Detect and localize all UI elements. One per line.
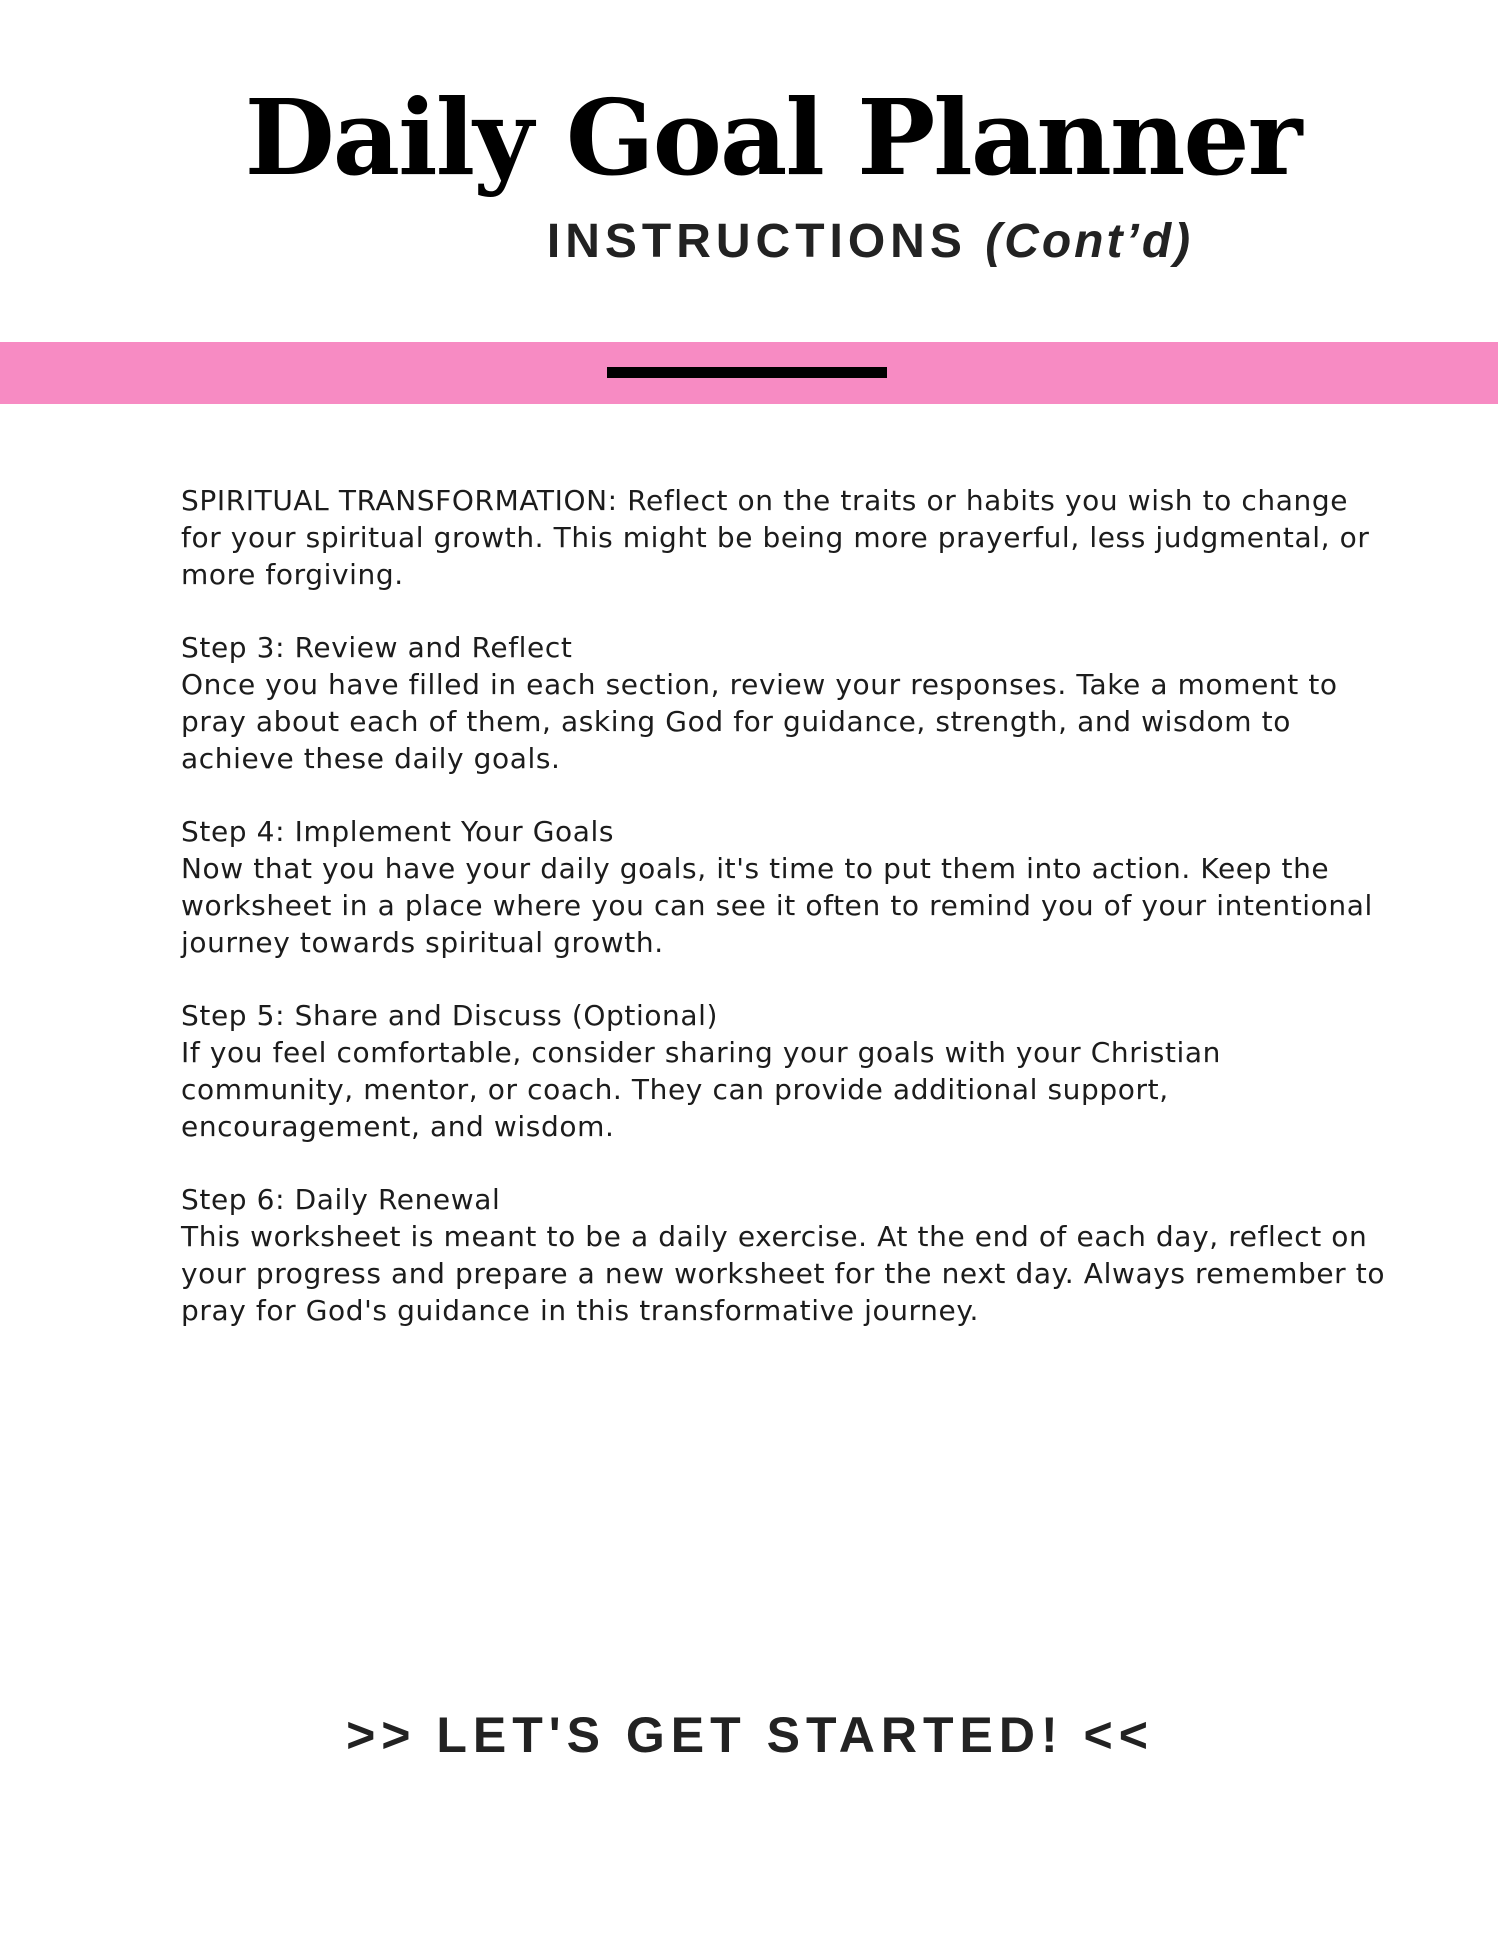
instruction-paragraph-step-3: [181, 630, 1401, 777]
get-started-callout: >> LET'S GET STARTED! <<: [346, 1707, 1154, 1763]
instruction-paragraph-step-6: [181, 1182, 1401, 1329]
step-heading: Step 5: Share and Discuss (Optional): [181, 999, 719, 1033]
paragraph-line: more forgiving.: [181, 557, 404, 591]
paragraph-line: This worksheet is meant to be a daily exercise. At the end of each day, reflect on: [181, 1219, 1368, 1253]
paragraph-line: for your spiritual growth. This might be being more prayerful, less judgmental, or: [181, 520, 1370, 554]
paragraph-line: pray for God's guidance in this transformative journey.: [181, 1293, 980, 1327]
paragraph-line: worksheet in a place where you can see it often to remind you of your intentional: [181, 888, 1373, 922]
instruction-paragraph-step-5: [181, 998, 1401, 1145]
instruction-paragraph-spiritual-transformation: [181, 483, 1401, 593]
subtitle-continued: (Cont’d): [985, 215, 1194, 268]
paragraph-line: community, mentor, or coach. They can provide additional support,: [181, 1072, 1169, 1106]
paragraph-line: your progress and prepare a new worksheet for the next day. Always remember to: [181, 1256, 1386, 1290]
paragraph-line: SPIRITUAL TRANSFORMATION: Reflect on the traits or habits you wish to change: [181, 484, 1349, 517]
band-rule-line: [607, 367, 887, 378]
step-heading: Step 3: Review and Reflect: [181, 631, 573, 665]
paragraph-line: encouragement, and wisdom.: [181, 1109, 615, 1143]
paragraph-line: pray about each of them, asking God for guidance, strength, and wisdom to: [181, 704, 1291, 738]
instruction-paragraph-step-4: [181, 814, 1401, 961]
paragraph-line: If you feel comfortable, consider sharing your goals with your Christian: [181, 1035, 1222, 1069]
instructions-body: [181, 483, 1401, 1366]
page-title: Daily Goal Planner: [244, 76, 1301, 199]
paragraph-line: achieve these daily goals.: [181, 741, 561, 775]
paragraph-line: journey towards spiritual growth.: [181, 925, 664, 959]
page-subtitle: [0, 212, 1500, 272]
paragraph-line: Now that you have your daily goals, it's time to put them into action. Keep the: [181, 851, 1330, 885]
pink-divider-band: [0, 342, 1498, 404]
subtitle-main: INSTRUCTIONS: [546, 215, 967, 268]
paragraph-line: Once you have filled in each section, review your responses. Take a moment to: [181, 667, 1338, 701]
step-heading: Step 6: Daily Renewal: [181, 1183, 501, 1217]
step-heading: Step 4: Implement Your Goals: [181, 815, 615, 849]
